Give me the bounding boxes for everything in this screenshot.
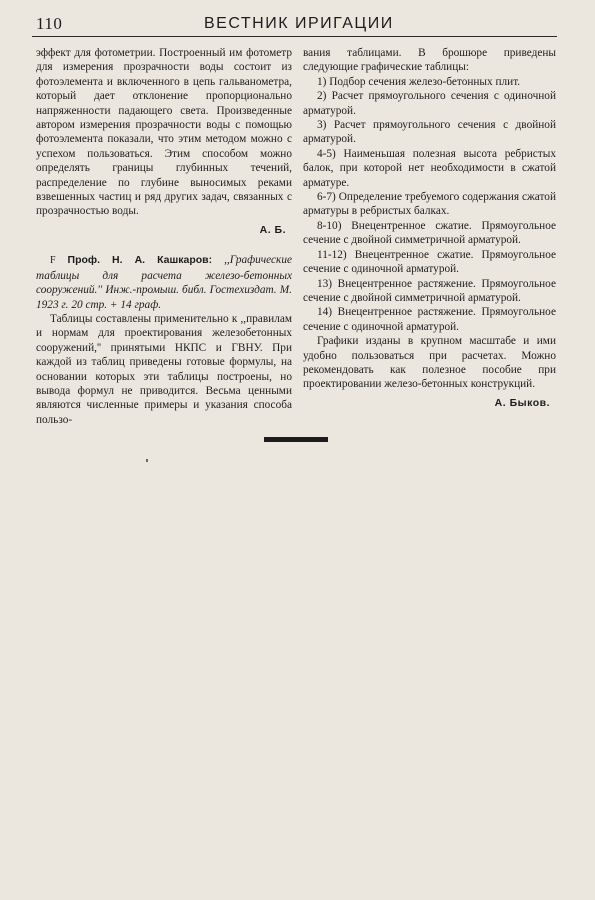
review-body: Таблицы составлены применительно к ,,правилам и нормам для проектирования железобетонных сооружений,'' принятыми НКПС и ГВНУ. При каждой из таблиц приведены готовые формулы, на основании которых эти таблицы построены, но вывода формул не приводится. Весьма ценными являются численные примеры и указания способа пользо- (36, 312, 292, 426)
journal-title: ВЕСТНИК ИРИГАЦИИ (204, 15, 394, 32)
page-number: 110 (36, 14, 63, 33)
list-item: 3) Расчет прямоугольного сечения с двойной арматурой. (303, 119, 556, 146)
left-column (36, 46, 292, 427)
section-divider (264, 437, 328, 442)
list-item: 6-7) Определение требуемого содержания сжатой арматуры в ребристых балках. (303, 191, 556, 218)
review-book-title: ,,Графические таблицы для расчета железо-бетонных сооружений.'' Инж.-промыш. библ. Гостехиздат. М. 1923 г. 20 стр. + 14 граф. (36, 254, 293, 311)
right-column (303, 46, 556, 410)
page-header (32, 10, 557, 37)
list-item: 1) Подбор сечения железо-бетонных плит. (317, 75, 521, 88)
intro-paragraph: эффект для фотометрии. Построенный им фотометр для измерения прозрачности воды состоит из фотоэлемента и включенного в цепь гальванометра, который дает отклонение пропорционально напряженности падающего света. Произведенные автором измерения прозрачности воды с помощью фотоэлемента показали, что этим методом можно с успехом пользоваться. Этим способом можно определять границы глубинных течений, распределение по глубине выносимых реками взвешенных частиц и ряд других задач, связанных с прозрачностью воды. (36, 47, 292, 218)
review-continuation: вания таблицами. В брошюре приведены следующие графические таблицы: (303, 47, 556, 74)
list-item: 8-10) Внецентренное сжатие. Прямоугольное сечение с двойной симметричной арматурой. (303, 219, 556, 247)
signature-ab: А. Б. (259, 223, 286, 236)
closing-paragraph: Графики изданы в крупном масштабе и ими удобно пользоваться при расчетах. Можно рекомендовать как полезное пособие при проектировании железо-бетонных конструкций. (303, 335, 556, 391)
print-speck (146, 459, 148, 462)
list-item: 14) Внецентренное растяжение. Прямоугольное сечение с одиночной арматурой. (303, 306, 556, 333)
list-item: 13) Внецентренное растяжение. Прямоугольное сечение с двойной симметричной арматурой. (303, 277, 556, 304)
signature-bykov: А. Быков. (494, 396, 550, 409)
review-citation (36, 253, 292, 312)
list-item: 11-12) Внецентренное сжатие. Прямоугольное сечение с одиночной арматурой. (303, 248, 556, 276)
review-bullet: F (50, 255, 56, 267)
review-author: Проф. Н. А. Кашкаров: (67, 254, 213, 267)
list-item: 4-5) Наименьшая полезная высота ребристых балок, при которой нет необходимости в сжатой арматуре. (303, 147, 556, 189)
list-item: 2) Расчет прямоугольного сечения с одиночной арматурой. (303, 90, 556, 117)
section-gap (36, 237, 292, 253)
